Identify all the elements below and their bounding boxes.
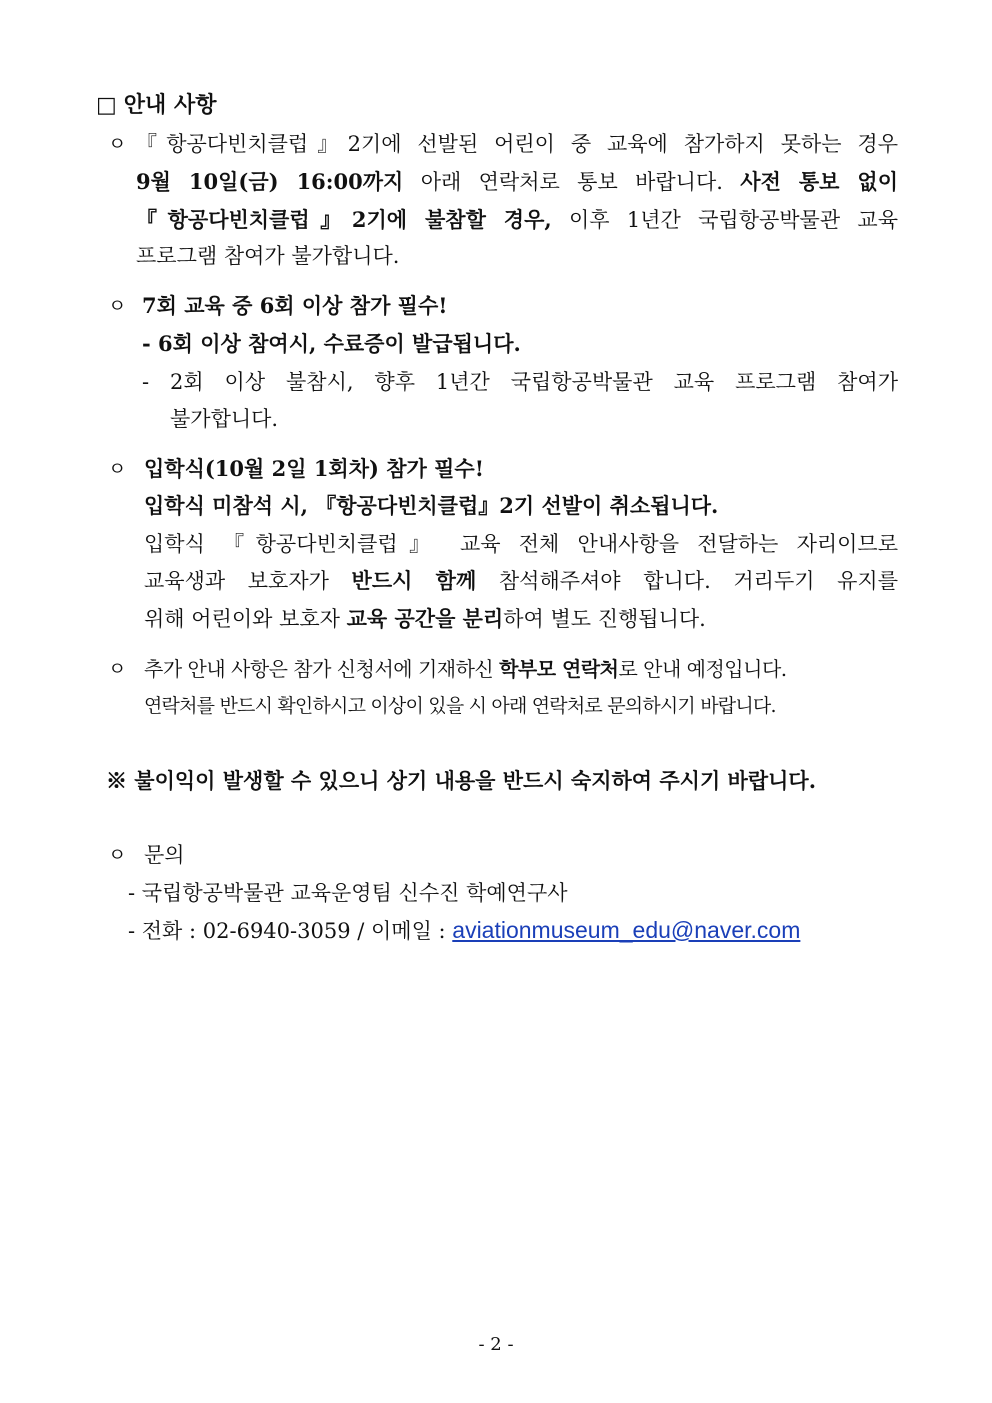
item1-deadline: 9월 10일(금) 16:00까지	[136, 169, 404, 194]
item4-line2: 연락처를 반드시 확인하시고 이상이 있을 시 아래 연락처로 문의하시기 바랍니다.	[144, 695, 776, 717]
item1-line3-text: 이후 1년간 국립항공박물관 교육	[551, 208, 898, 232]
item3-line5-b: 하여 별도 진행됩니다.	[503, 607, 706, 631]
bullet-icon: ㅇ	[108, 658, 127, 680]
contact-org: - 국립항공박물관 교육운영팀 신수진 학예연구사	[128, 881, 568, 905]
bullet-icon: ㅇ	[108, 844, 127, 866]
item1-absence: 『항공다빈치클럽』2기에 불참할 경우,	[136, 207, 552, 232]
item4-parent-contact: 학부모 연락처	[499, 657, 619, 681]
notice: ※ 불이익이 발생할 수 있으니 상기 내용을 반드시 숙지하여 주시기 바랍니다.	[106, 768, 816, 793]
section-header	[96, 92, 216, 119]
item1-line3	[136, 207, 898, 233]
item3-line4	[144, 568, 898, 594]
item3-title: 입학식(10월 2일 1회차) 참가 필수!	[144, 456, 484, 481]
item3-line5-a: 위해 어린이와 보호자	[144, 607, 347, 631]
item2-sub2-line1: - 2회 이상 불참시, 향후 1년간 국립항공박물관 교육 프로그램 참여가	[142, 370, 898, 394]
section-title: 안내 사항	[123, 92, 217, 118]
item2-title: 7회 교육 중 6회 이상 참가 필수!	[142, 293, 448, 318]
contact-phone-line	[128, 917, 800, 944]
item1-line2	[136, 169, 898, 195]
contact-title: 문의	[144, 843, 185, 867]
page-number: - 2 -	[478, 1334, 514, 1355]
item3-line5	[144, 606, 706, 632]
item4-line1-a: 추가 안내 사항은 참가 신청서에 기재하신	[144, 657, 500, 681]
item1-line1: 『항공다빈치클럽』2기에 선발된 어린이 중 교육에 참가하지 못하는 경우	[136, 132, 898, 156]
item1-line4: 프로그램 참여가 불가합니다.	[136, 244, 400, 268]
item3-together: 반드시 함께	[351, 568, 477, 593]
checkbox-square-icon: □	[96, 93, 117, 118]
item4-line1	[144, 656, 787, 682]
item3-line2: 입학식 미참석 시, 『항공다빈치클럽』2기 선발이 취소됩니다.	[144, 493, 719, 518]
contact-phone: - 전화 : 02-6940-3059 / 이메일 :	[128, 919, 453, 943]
item2-sub2-line2: 불가합니다.	[170, 407, 279, 431]
item3-line3: 입학식 『항공다빈치클럽』 교육 전체 안내사항을 전달하는 자리이므로	[144, 532, 898, 556]
bullet-icon: ㅇ	[108, 458, 127, 480]
email-link[interactable]: aviationmuseum_edu@naver.com	[452, 917, 801, 943]
item3-separate: 교육 공간을 분리	[346, 606, 504, 631]
item1-warning: 사전 통보 없이	[740, 169, 898, 194]
item3-line4-b: 참석해주셔야 합니다. 거리두기 유지를	[476, 569, 899, 593]
item2-sub1: - 6회 이상 참여시, 수료증이 발급됩니다.	[142, 331, 521, 356]
item4-line1-b: 로 안내 예정입니다.	[618, 657, 787, 681]
item3-line4-a: 교육생과 보호자가	[144, 569, 352, 593]
bullet-icon: ㅇ	[108, 295, 127, 317]
bullet-icon: ㅇ	[108, 133, 127, 155]
item1-line2-text: 아래 연락처로 통보 바랍니다.	[403, 170, 741, 194]
